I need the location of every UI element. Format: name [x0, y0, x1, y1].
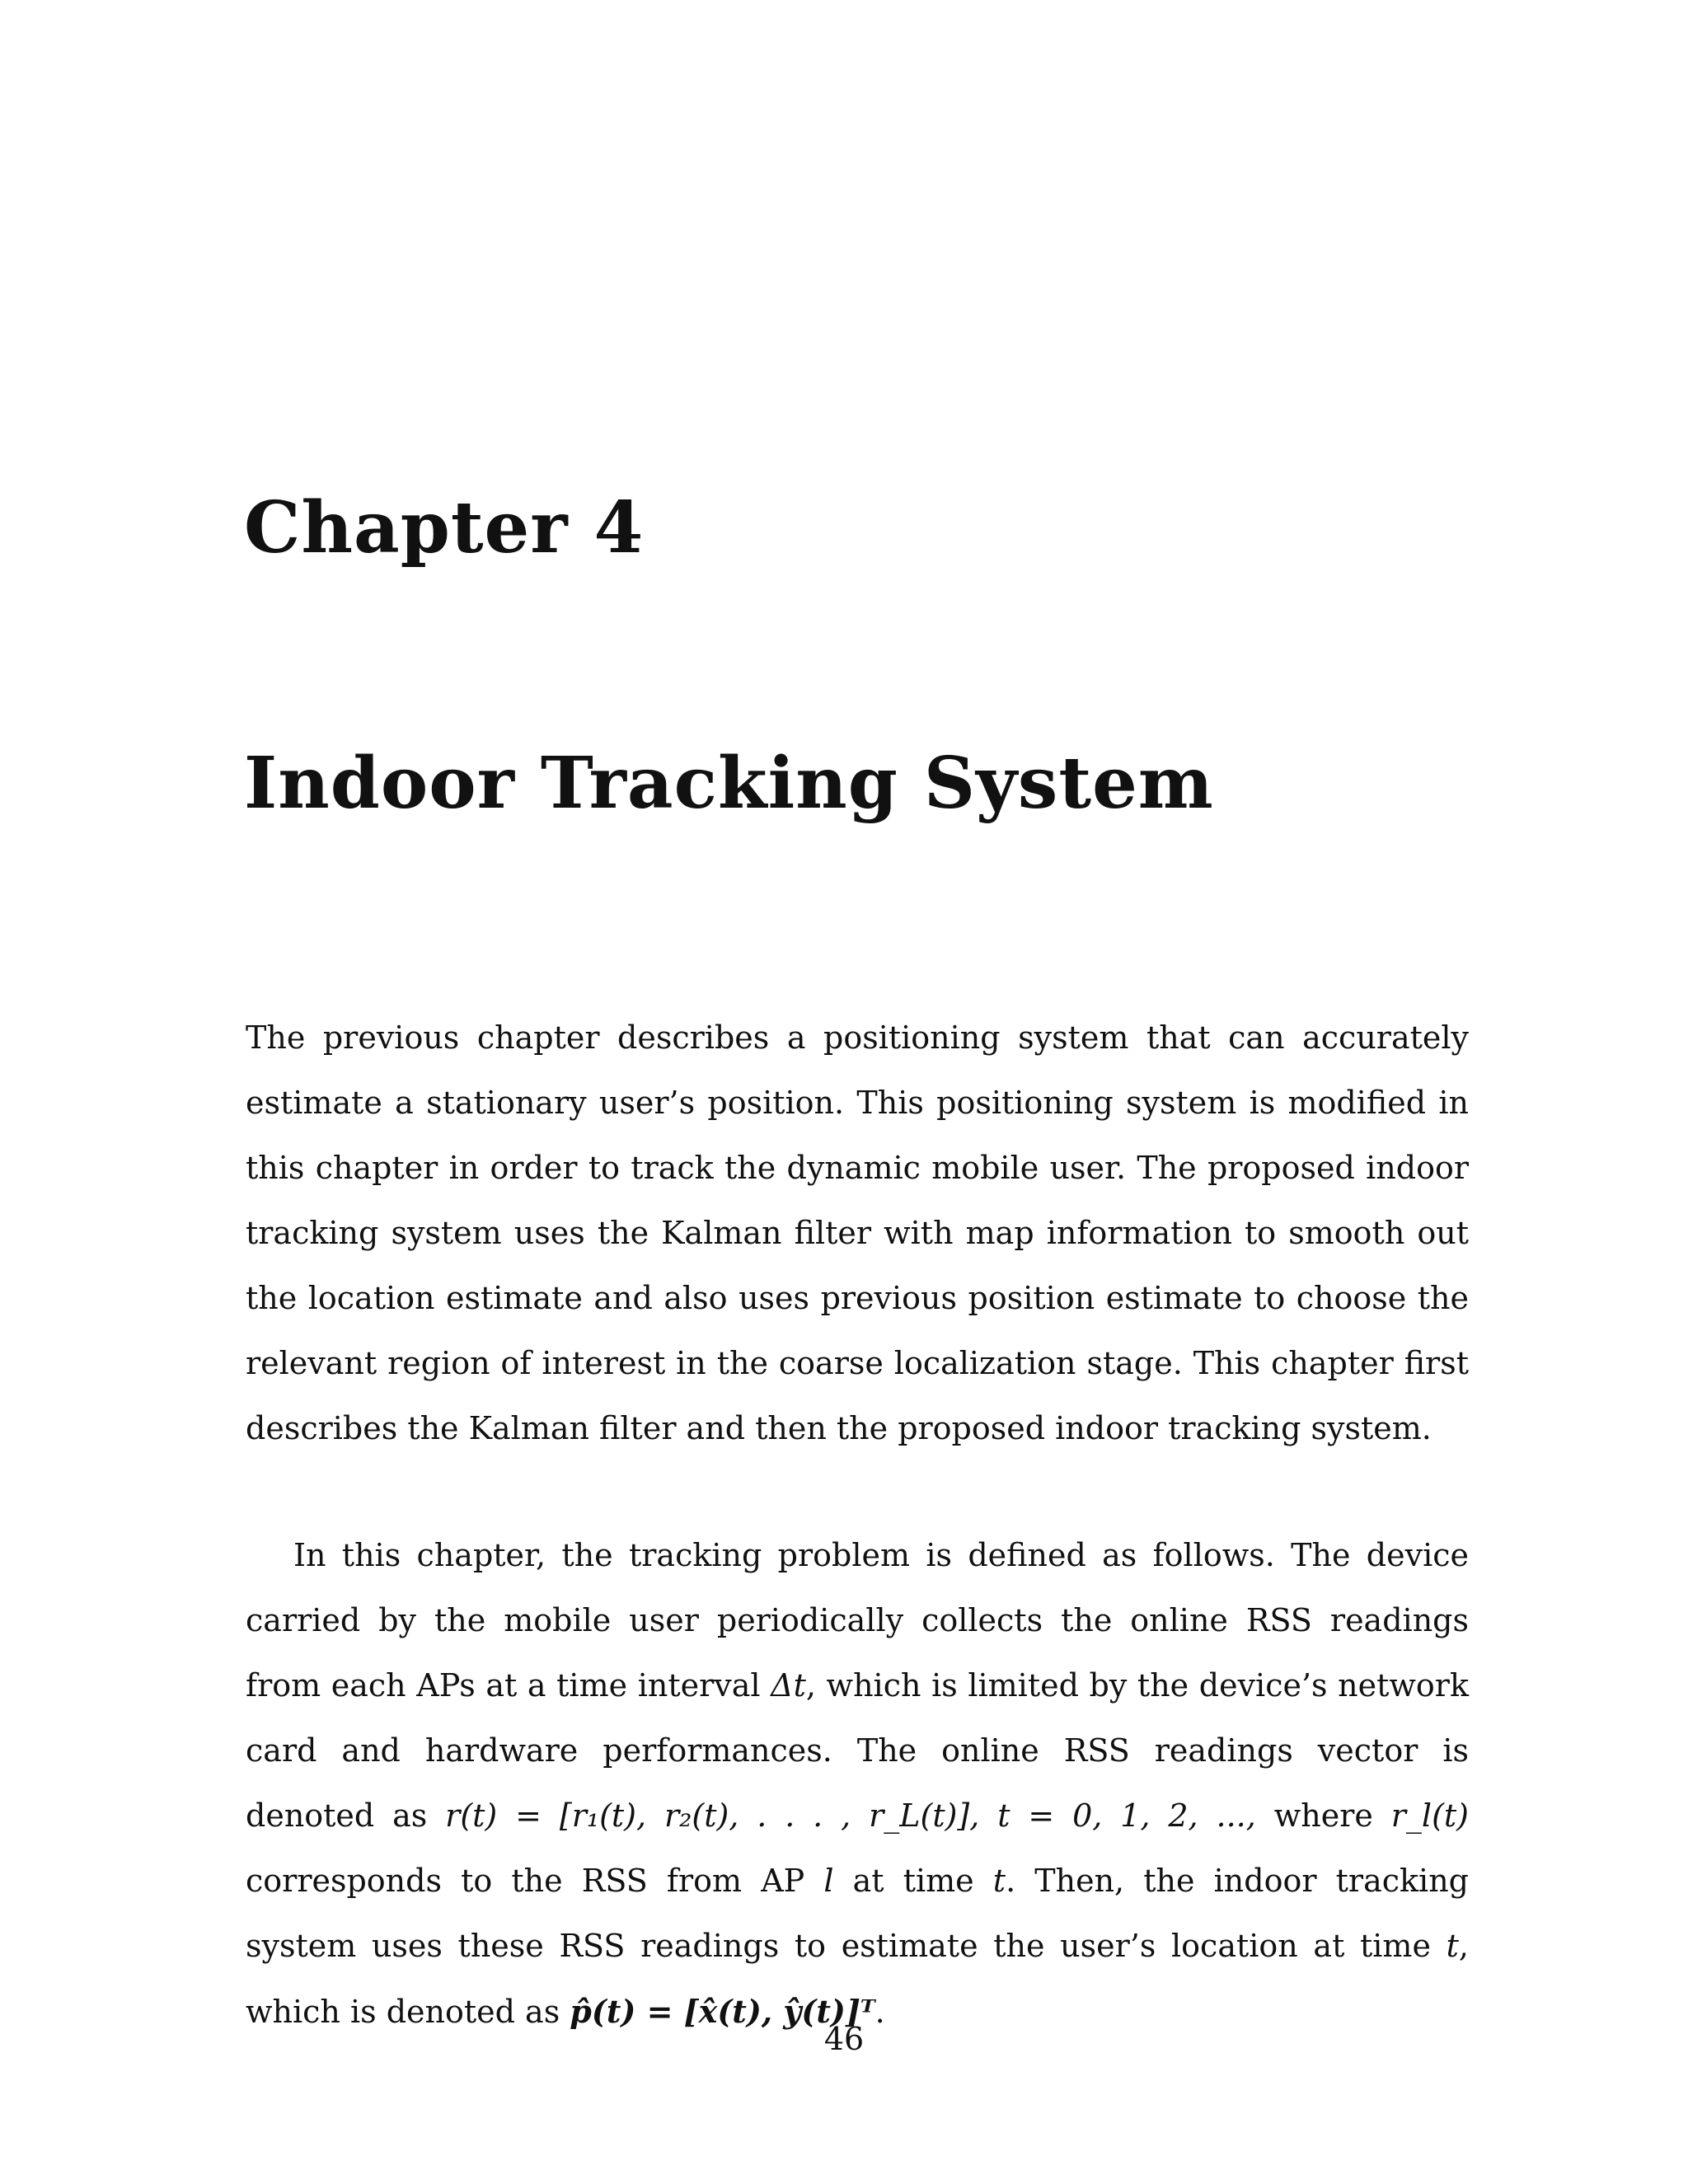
- delta-t-symbol: Δt: [771, 1667, 806, 1704]
- paragraph-text-segment: where: [1255, 1797, 1391, 1834]
- rss-component-symbol: r_l(t): [1390, 1797, 1469, 1834]
- chapter-title: Indoor Tracking System: [244, 742, 1214, 825]
- location-estimate-equation: p̂(t) = [x̂(t), ŷ(t)]ᵀ: [570, 1993, 875, 2030]
- paragraph-text-segment: corresponds to the RSS from AP: [246, 1863, 824, 1899]
- paragraph-text-segment: , which is limited by the device’s network card and hardware performances. The online RSS readings vector is denoted as: [246, 1667, 1469, 1834]
- paragraph-text-segment: .: [874, 1994, 885, 2030]
- chapter-label: Chapter 4: [244, 486, 645, 569]
- time-symbol: t: [1446, 1928, 1459, 1964]
- ap-index-symbol: l: [823, 1863, 834, 1899]
- paragraph-text-segment: . Then, the indoor tracking system uses these RSS readings to estimate the user’s location at time: [246, 1863, 1470, 1964]
- paragraph-text-segment: In this chapter, the tracking problem is defined as follows. The device carried by the mobile user periodically collects the online RSS readings from each APs at a time interval: [246, 1537, 1469, 1704]
- intro-paragraph: The previous chapter describes a positioning system that can accurately estimate a stationary user’s position. This positioning system is modified in this chapter in order to track the dynamic mobile user. The proposed indoor tracking system uses the Kalman filter with map information to smooth out the location estimate and also uses previous position estimate to choose the relevant region of interest in the coarse localization stage. This chapter first describes the Kalman filter and then the proposed indoor tracking system.: [246, 1019, 1469, 1446]
- paragraph-text-segment: , which is denoted as: [246, 1928, 1469, 2030]
- paragraph-text-segment: at time: [833, 1863, 993, 1899]
- page-number: 46: [823, 2021, 865, 2057]
- time-symbol: t: [992, 1863, 1006, 1899]
- tracking-problem-paragraph: [246, 1523, 1469, 2045]
- rss-vector-equation: r(t) = [r₁(t), r₂(t), . . . , r_L(t)], t = 0, 1, 2, ...,: [445, 1797, 1256, 1834]
